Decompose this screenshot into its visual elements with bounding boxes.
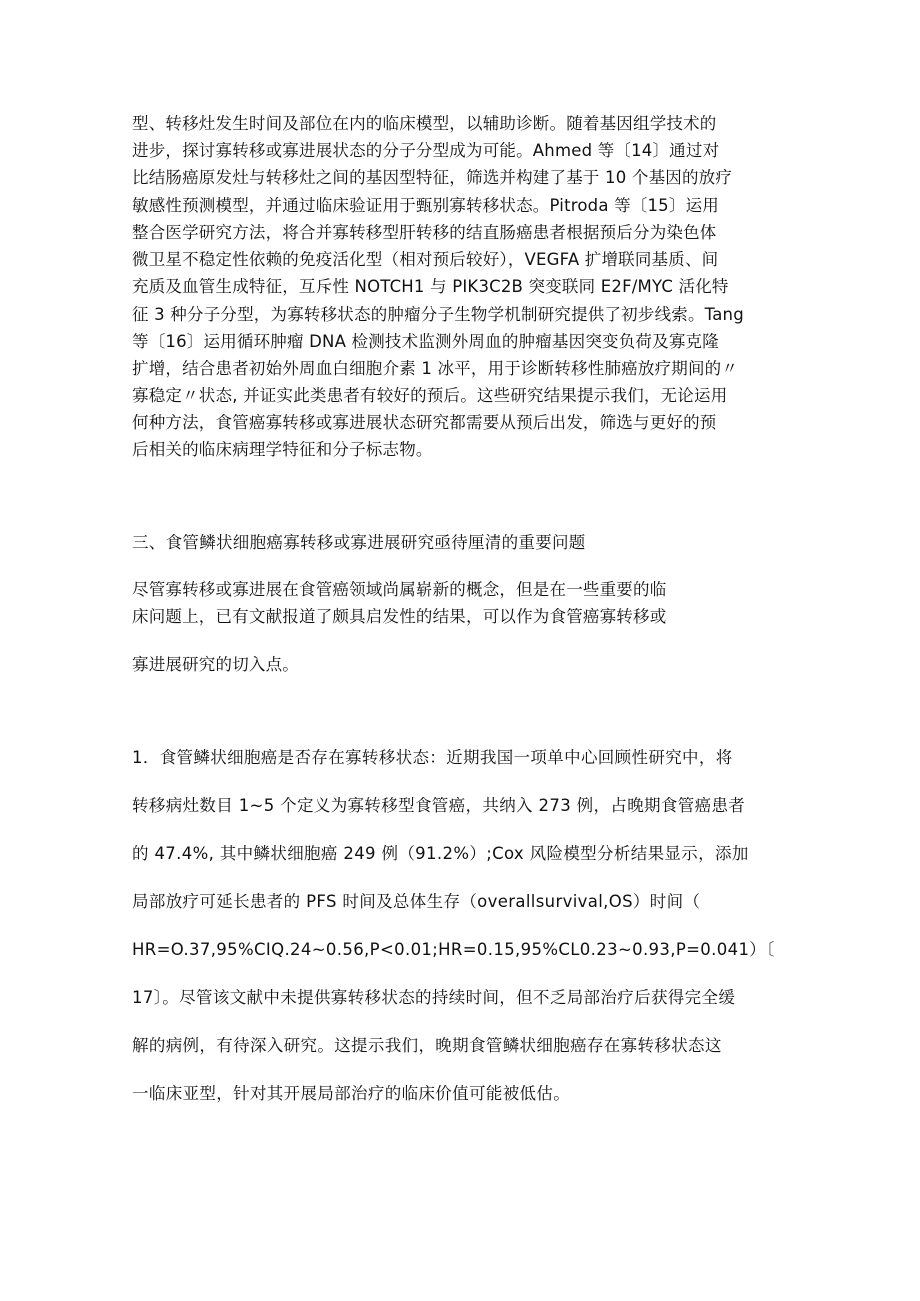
text-line: 何种方法，食管癌寡转移或寡进展状态研究都需要从预后出发，筛选与更好的预 [132,413,717,432]
text-line: 整合医学研究方法，将合并寡转移型肝转移的结直肠癌患者根据预后分为染色体 [132,223,717,242]
text-line: 的 47.4%, 其中鳞状细胞癌 249 例（91.2%）;Cox 风险模型分析结果显示，添加 [132,844,749,863]
text-line: 充质及血管生成特征，互斥性 NOTCH1 与 PIK3C2B 突变联同 E2F/MYC 活化特 [132,277,729,296]
text-line: 寡进展研究的切入点。 [132,655,299,674]
text-line: 型、转移灶发生时间及部位在内的临床模型，以辅助诊断。随着基因组学技术的 [132,114,717,133]
text-line: 局部放疗可延长患者的 PFS 时间及总体生存（overallsurvival,OS）时间（ [132,892,701,911]
text-line: 等〔16〕运用循环肿瘤 DNA 检测技术监测外周血的肿瘤基因突变负荷及寡克隆 [132,332,719,351]
text-line: 床问题上，已有文献报道了颇具启发性的结果，可以作为食管癌寡转移或 [132,607,667,626]
text-line: 转移病灶数目 1~5 个定义为寡转移型食管癌，共纳入 273 例，占晚期食管癌患者 [132,796,746,815]
text-line: 扩增，结合患者初始外周血白细胞介素 1 冰平，用于诊断转移性肺癌放疗期间的〃 [132,359,739,378]
text-line: 进步，探讨寡转移或寡进展状态的分子分型成为可能。Ahmed 等〔14〕通过对 [132,141,720,160]
text-line: 征 3 种分子分型，为寡转移状态的肿瘤分子生物学机制研究提供了初步线索。Tang [132,305,744,324]
text-line: 尽管寡转移或寡进展在食管癌领域尚属崭新的概念，但是在一些重要的临 [132,580,667,599]
text-line: 17〕。尽管该文献中未提供寡转移状态的持续时间，但不乏局部治疗后获得完全缓 [132,988,736,1007]
text-line: 一临床亚型，针对其开展局部治疗的临床价值可能被低估。 [132,1084,571,1103]
text-line: 敏感性预测模型，并通过临床验证用于甄别寡转移状态。Pitroda 等〔15〕运用 [132,196,719,215]
text-line: HR=O.37,95%CIQ.24~0.56,P<0.01;HR=0.15,95%CL0.23~0.93,P=0.041）〔 [132,940,775,959]
text-line: 1．食管鳞状细胞癌是否存在寡转移状态：近期我国一项单中心回顾性研究中，将 [132,748,733,767]
text-line: 后相关的临床病理学特征和分子标志物。 [132,440,433,459]
section-heading: 三、食管鳞状细胞癌寡转移或寡进展研究亟待厘清的重要问题 [132,533,586,552]
text-line: 微卫星不稳定性依赖的免疫活化型（相对预后较好），VEGFA 扩增联同基质、间 [132,250,719,269]
text-line: 比结肠癌原发灶与转移灶之间的基因型特征，筛选并构建了基于 10 个基因的放疗 [132,168,733,187]
text-line: 寡稳定〃状态, 并证实此类患者有较好的预后。这些研究结果提示我们，无论运用 [132,386,728,405]
text-line: 解的病例，有待深入研究。这提示我们，晚期食管鳞状细胞癌存在寡转移状态这 [132,1036,722,1055]
